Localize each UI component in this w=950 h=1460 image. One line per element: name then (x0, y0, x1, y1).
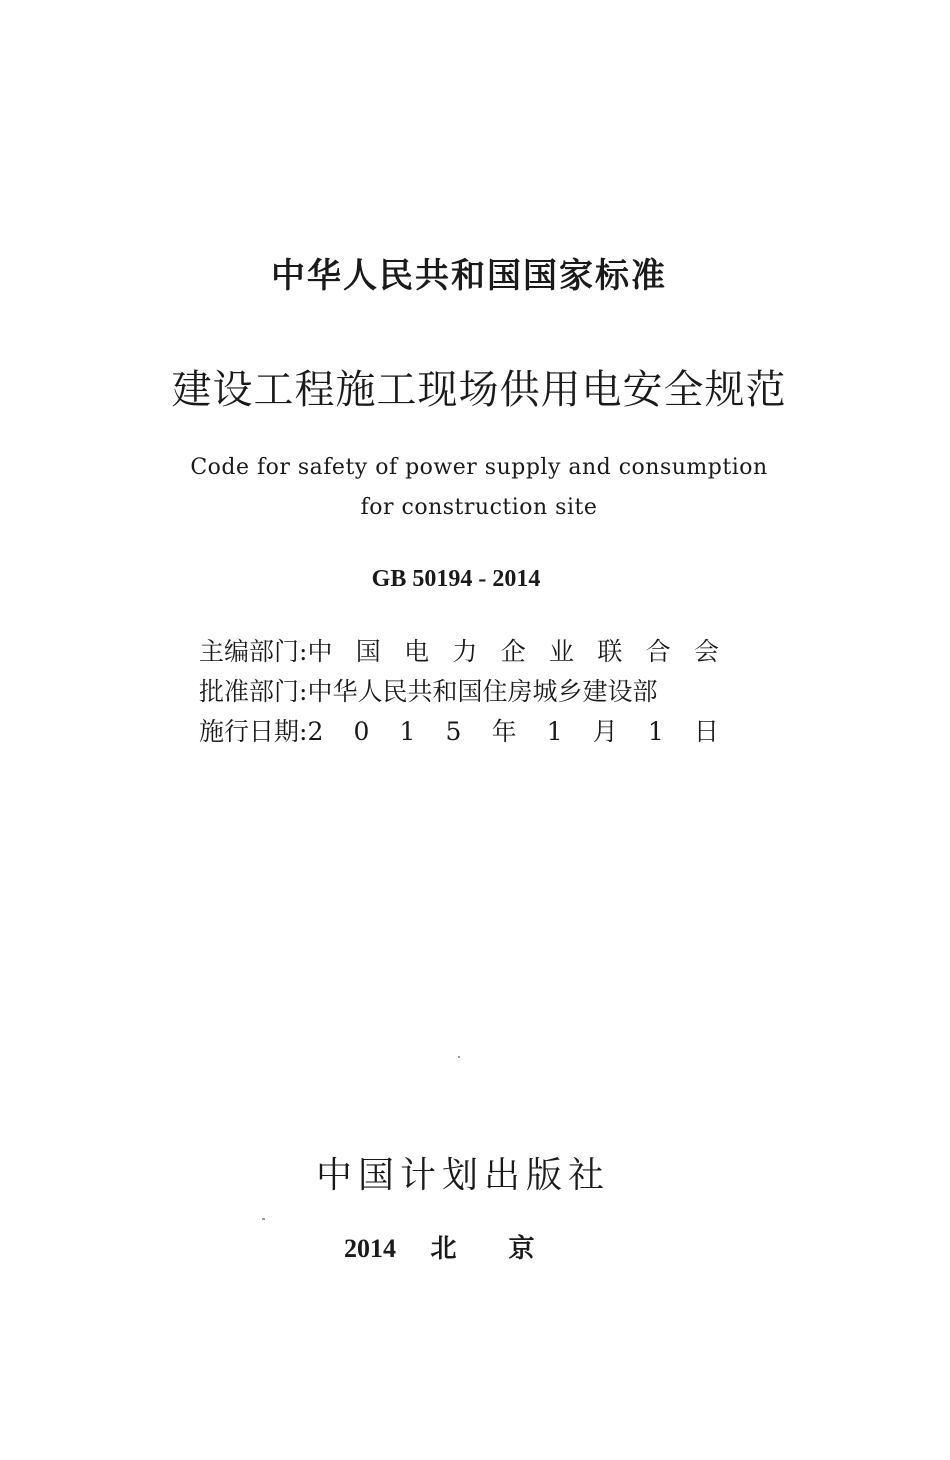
standard-code: GB 50194 - 2014 (371, 566, 541, 592)
date-char: 1 (546, 717, 563, 746)
date-char: 0 (353, 717, 370, 746)
publication-line (344, 1228, 587, 1265)
date-char: 5 (445, 717, 462, 746)
publication-city: 北京 (430, 1234, 587, 1263)
editor-char: 企 (500, 637, 526, 666)
date-char: 2 (307, 717, 324, 746)
approver-label: 批准部门: (199, 677, 308, 706)
date-char: 1 (399, 717, 416, 746)
publication-year: 2014 (344, 1234, 396, 1263)
editor-char: 国 (355, 637, 381, 666)
approver-row (199, 672, 719, 712)
scan-speck (262, 1218, 265, 1220)
title-chinese: 建设工程施工现场供用电安全规范 (171, 367, 787, 413)
effective-date-label: 施行日期: (199, 717, 308, 746)
metadata-block (199, 632, 719, 752)
date-char: 1 (647, 717, 664, 746)
editor-char: 联 (597, 637, 623, 666)
date-char: 年 (491, 717, 517, 746)
editor-label: 主编部门: (199, 637, 308, 666)
title-english (4, 448, 950, 528)
date-char: 日 (693, 717, 719, 746)
effective-date-value (307, 712, 719, 752)
standard-type: 中华人民共和国国家标准 (271, 256, 667, 296)
editor-value (307, 632, 719, 672)
editor-char: 电 (404, 637, 430, 666)
editor-row (199, 632, 719, 672)
editor-char: 力 (452, 637, 478, 666)
effective-date-row (199, 712, 719, 752)
scan-speck (458, 1056, 460, 1058)
approver-value: 中华人民共和国住房城乡建设部 (307, 677, 658, 706)
editor-char: 合 (645, 637, 671, 666)
editor-char: 中 (307, 637, 333, 666)
date-char: 月 (592, 717, 618, 746)
title-english-line-1: Code for safety of power supply and consumption (190, 455, 768, 480)
title-english-line-2: for construction site (360, 495, 598, 520)
publisher-name: 中国计划出版社 (315, 1155, 610, 1196)
editor-char: 会 (693, 637, 719, 666)
editor-char: 业 (549, 637, 575, 666)
